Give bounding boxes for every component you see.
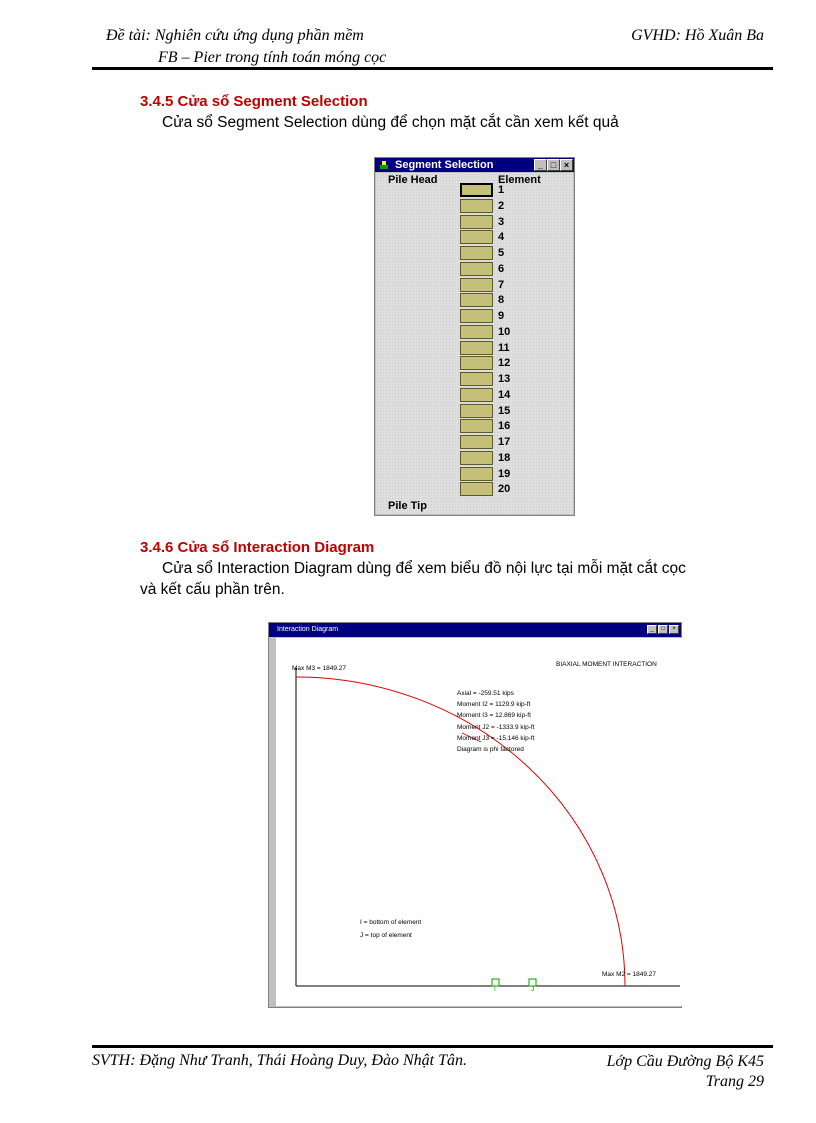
segment-number: 6 [498, 263, 505, 275]
section-text-segment: Cửa sổ Segment Selection dùng để chọn mặt cắt cần xem kết quả [162, 114, 619, 131]
interaction-diagram-canvas [272, 638, 684, 1006]
close-icon[interactable]: × [669, 625, 679, 634]
segment-window-body [376, 173, 573, 514]
segment-number: 8 [498, 294, 505, 306]
header-topic-line2: FB – Pier trong tính toán móng cọc [158, 49, 387, 66]
pile-tip-label: Pile Tip [388, 500, 427, 512]
header-topic-line1: Đề tài: Nghiên cứu ứng dụng phần mềm [106, 27, 364, 44]
segment-cell[interactable] [460, 372, 493, 386]
segment-number: 12 [498, 357, 511, 369]
segment-cell[interactable] [460, 435, 493, 449]
footer-rule [92, 1045, 773, 1048]
segment-number: 9 [498, 310, 505, 322]
segment-number: 15 [498, 405, 511, 417]
segment-number: 10 [498, 326, 511, 338]
info-phi-note: Diagram is phi factored [457, 746, 524, 754]
segment-number: 7 [498, 279, 505, 291]
segment-cell[interactable] [460, 278, 493, 292]
info-moment-j3: Moment J3 = -15.146 kip-ft [457, 734, 535, 742]
max-m2-label: Max M2 = 1849.27 [602, 971, 657, 978]
segment-number: 11 [498, 342, 510, 354]
close-icon[interactable]: × [560, 159, 573, 171]
section-text-interaction-line2: và kết cấu phần trên. [140, 581, 285, 598]
header-advisor: GVHD: Hồ Xuân Ba [631, 27, 764, 44]
segment-cell[interactable] [460, 451, 493, 465]
marker-i-box [492, 979, 499, 986]
segment-cell[interactable] [460, 482, 493, 496]
segment-number: 2 [498, 200, 505, 212]
interaction-window-title: Interaction Diagram [277, 626, 339, 633]
footer-page: Trang 29 [705, 1073, 764, 1090]
segment-number: 19 [498, 468, 511, 480]
segment-number: 1 [498, 184, 505, 196]
info-moment-i2: Moment I2 = 1129.9 kip-ft [457, 701, 531, 709]
segment-cell[interactable] [460, 262, 493, 276]
segment-number: 18 [498, 452, 511, 464]
info-axial: Axial = -259.51 kips [457, 690, 514, 697]
segment-cell[interactable] [460, 183, 493, 197]
legend-i: I = bottom of element [360, 919, 422, 926]
segment-cell[interactable] [460, 388, 493, 402]
interaction-window-titlebar[interactable] [269, 623, 681, 637]
segment-number: 3 [498, 216, 505, 228]
marker-j-box [529, 979, 536, 986]
section-heading-segment: 3.4.5 Cửa sổ Segment Selection [140, 93, 368, 110]
segment-number: 13 [498, 373, 511, 385]
segment-cell[interactable] [460, 230, 493, 244]
segment-number: 14 [498, 389, 511, 401]
maximize-icon[interactable]: □ [547, 159, 560, 171]
section-text-interaction-line1: Cửa sổ Interaction Diagram dùng để xem biểu đồ nội lực tại mỗi mặt cắt cọc [162, 560, 686, 577]
segment-number: 5 [498, 247, 505, 259]
marker-i-label: I [494, 986, 496, 993]
info-block [457, 688, 535, 755]
marker-j-label: J [531, 986, 535, 993]
segment-number: 4 [498, 231, 505, 243]
section-heading-interaction: 3.4.6 Cửa sổ Interaction Diagram [140, 539, 375, 556]
segment-cell[interactable] [460, 404, 493, 418]
minimize-icon[interactable]: _ [534, 159, 547, 171]
segment-selection-window [374, 157, 575, 516]
segment-cell[interactable] [460, 309, 493, 323]
max-m3-label: Max M3 = 1849.27 [292, 665, 347, 672]
segment-window-titlebar[interactable] [375, 158, 574, 172]
diagram-heading: BIAXIAL MOMENT INTERACTION [556, 661, 657, 668]
app-icon [379, 160, 389, 170]
segment-window-title: Segment Selection [395, 159, 494, 171]
header-rule [92, 67, 773, 70]
segment-number: 17 [498, 436, 511, 448]
segment-cell[interactable] [460, 215, 493, 229]
footer-class: Lớp Cầu Đường Bộ K45 [606, 1053, 764, 1070]
segment-cell[interactable] [460, 293, 493, 307]
minimize-icon[interactable]: _ [647, 625, 657, 634]
legend-j: J = top of element [360, 932, 412, 939]
pile-head-label: Pile Head [388, 174, 438, 186]
info-moment-j2: Moment J2 = -1333.9 kip-ft [457, 723, 535, 731]
segment-cell[interactable] [460, 341, 493, 355]
segment-cell[interactable] [460, 419, 493, 433]
segment-cell[interactable] [460, 356, 493, 370]
segment-cell[interactable] [460, 467, 493, 481]
segment-cell[interactable] [460, 246, 493, 260]
segment-number: 16 [498, 420, 511, 432]
segment-cell[interactable] [460, 199, 493, 213]
footer-authors: SVTH: Đặng Như Tranh, Thái Hoàng Duy, Đào Nhật Tân. [92, 1052, 467, 1069]
footer-class-page [607, 1052, 764, 1092]
maximize-icon[interactable]: □ [658, 625, 668, 634]
segment-number: 20 [498, 483, 511, 495]
interaction-diagram-window [268, 622, 682, 1008]
info-moment-i3: Moment I3 = 12.869 kip-ft [457, 712, 531, 720]
segment-cell[interactable] [460, 325, 493, 339]
element-header: Element [498, 174, 541, 186]
